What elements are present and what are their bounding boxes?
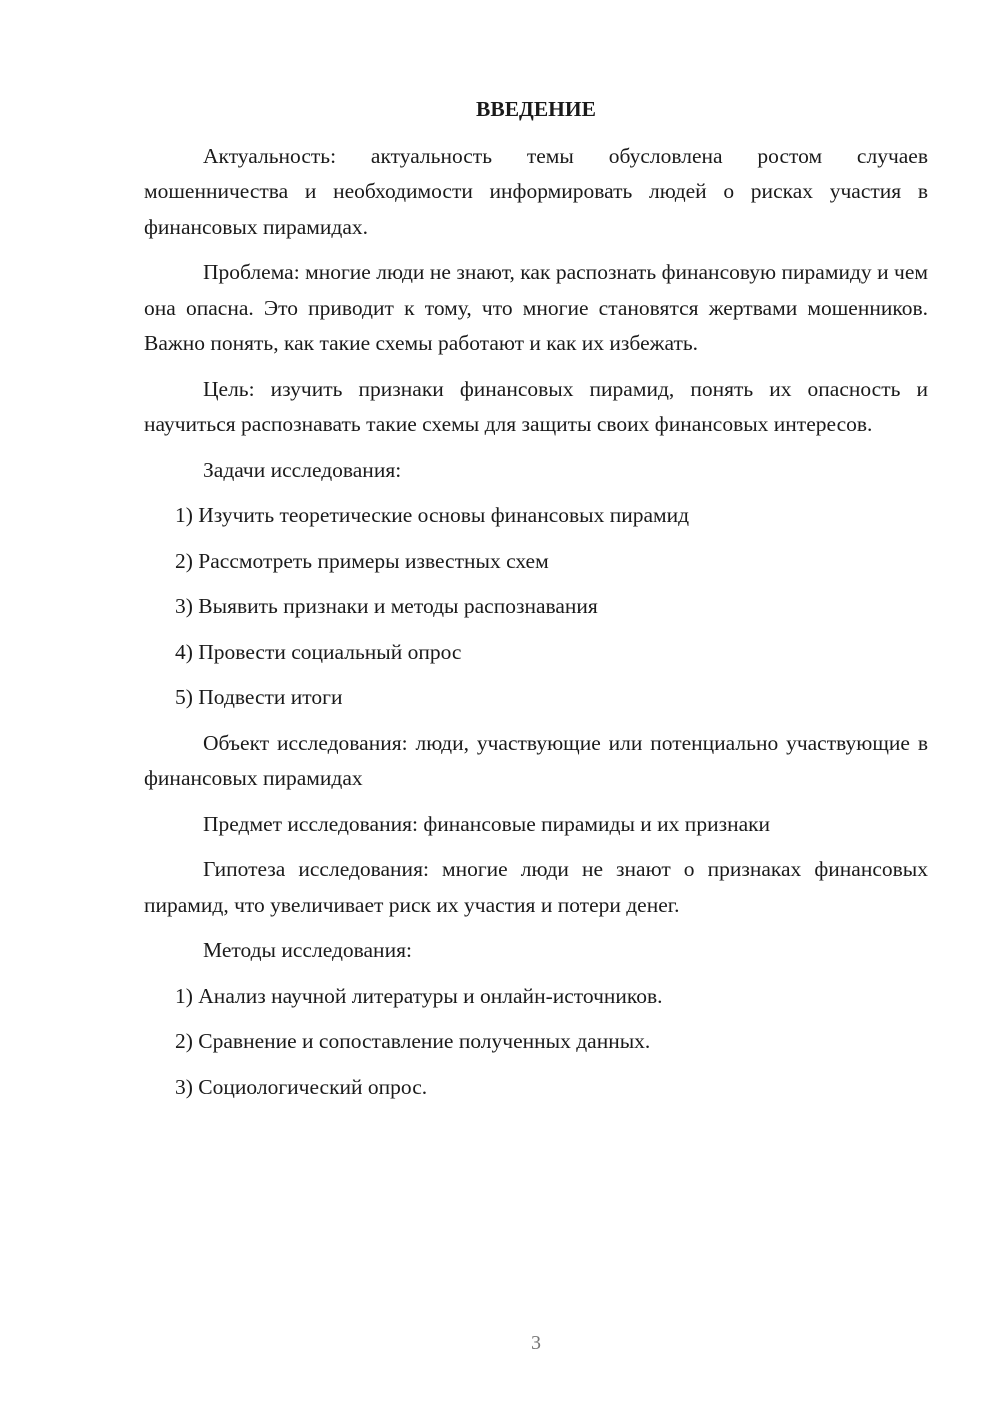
tasks-list: [144, 498, 928, 716]
page-number: 3: [531, 1332, 541, 1354]
paragraph-subject: Предмет исследования: финансовые пирамиды и их признаки: [203, 811, 771, 836]
list-item: 2) Рассмотреть примеры известных схем: [175, 548, 549, 573]
list-item: 2) Сравнение и сопоставление полученных данных.: [175, 1029, 651, 1053]
paragraph-relevance: Актуальность: актуальность темы обусловлена ростом случаев мошенничества и необходимости информировать людей о рисках участия в финансовых пирамидах.: [144, 143, 928, 239]
list-item: 1) Изучить теоретические основы финансовых пирамид: [175, 503, 690, 527]
tasks-title: Задачи исследования:: [203, 457, 402, 482]
paragraph-goal: Цель: изучить признаки финансовых пирамид, понять их опасность и научиться распознавать такие схемы для защиты своих финансовых интересов.: [144, 376, 928, 436]
methods-list: [144, 979, 928, 1106]
list-item: 4) Провести социальный опрос: [175, 639, 462, 664]
list-item: 5) Подвести итоги: [175, 685, 343, 709]
list-item: 1) Анализ научной литературы и онлайн-источников.: [175, 983, 663, 1008]
list-item: 3) Выявить признаки и методы распознавания: [175, 594, 598, 618]
document-body: [144, 92, 928, 1115]
methods-title: Методы исследования:: [203, 938, 412, 962]
paragraph-problem: Проблема: многие люди не знают, как распознать финансовую пирамиду и чем она опасна. Это приводит к тому, что многие становятся жертвами мошенников. Важно понять, как такие схемы работают и как их избежать.: [144, 260, 928, 355]
paragraph-hypothesis: Гипотеза исследования: многие люди не знают о признаках финансовых пирамид, что увеличивает риск их участия и потери денег.: [144, 857, 928, 917]
list-item: 3) Социологический опрос.: [175, 1074, 428, 1099]
paragraph-object: Объект исследования: люди, участвующие или потенциально участвующие в финансовых пирамидах: [144, 730, 928, 790]
section-heading: ВВЕДЕНИЕ: [476, 97, 596, 121]
